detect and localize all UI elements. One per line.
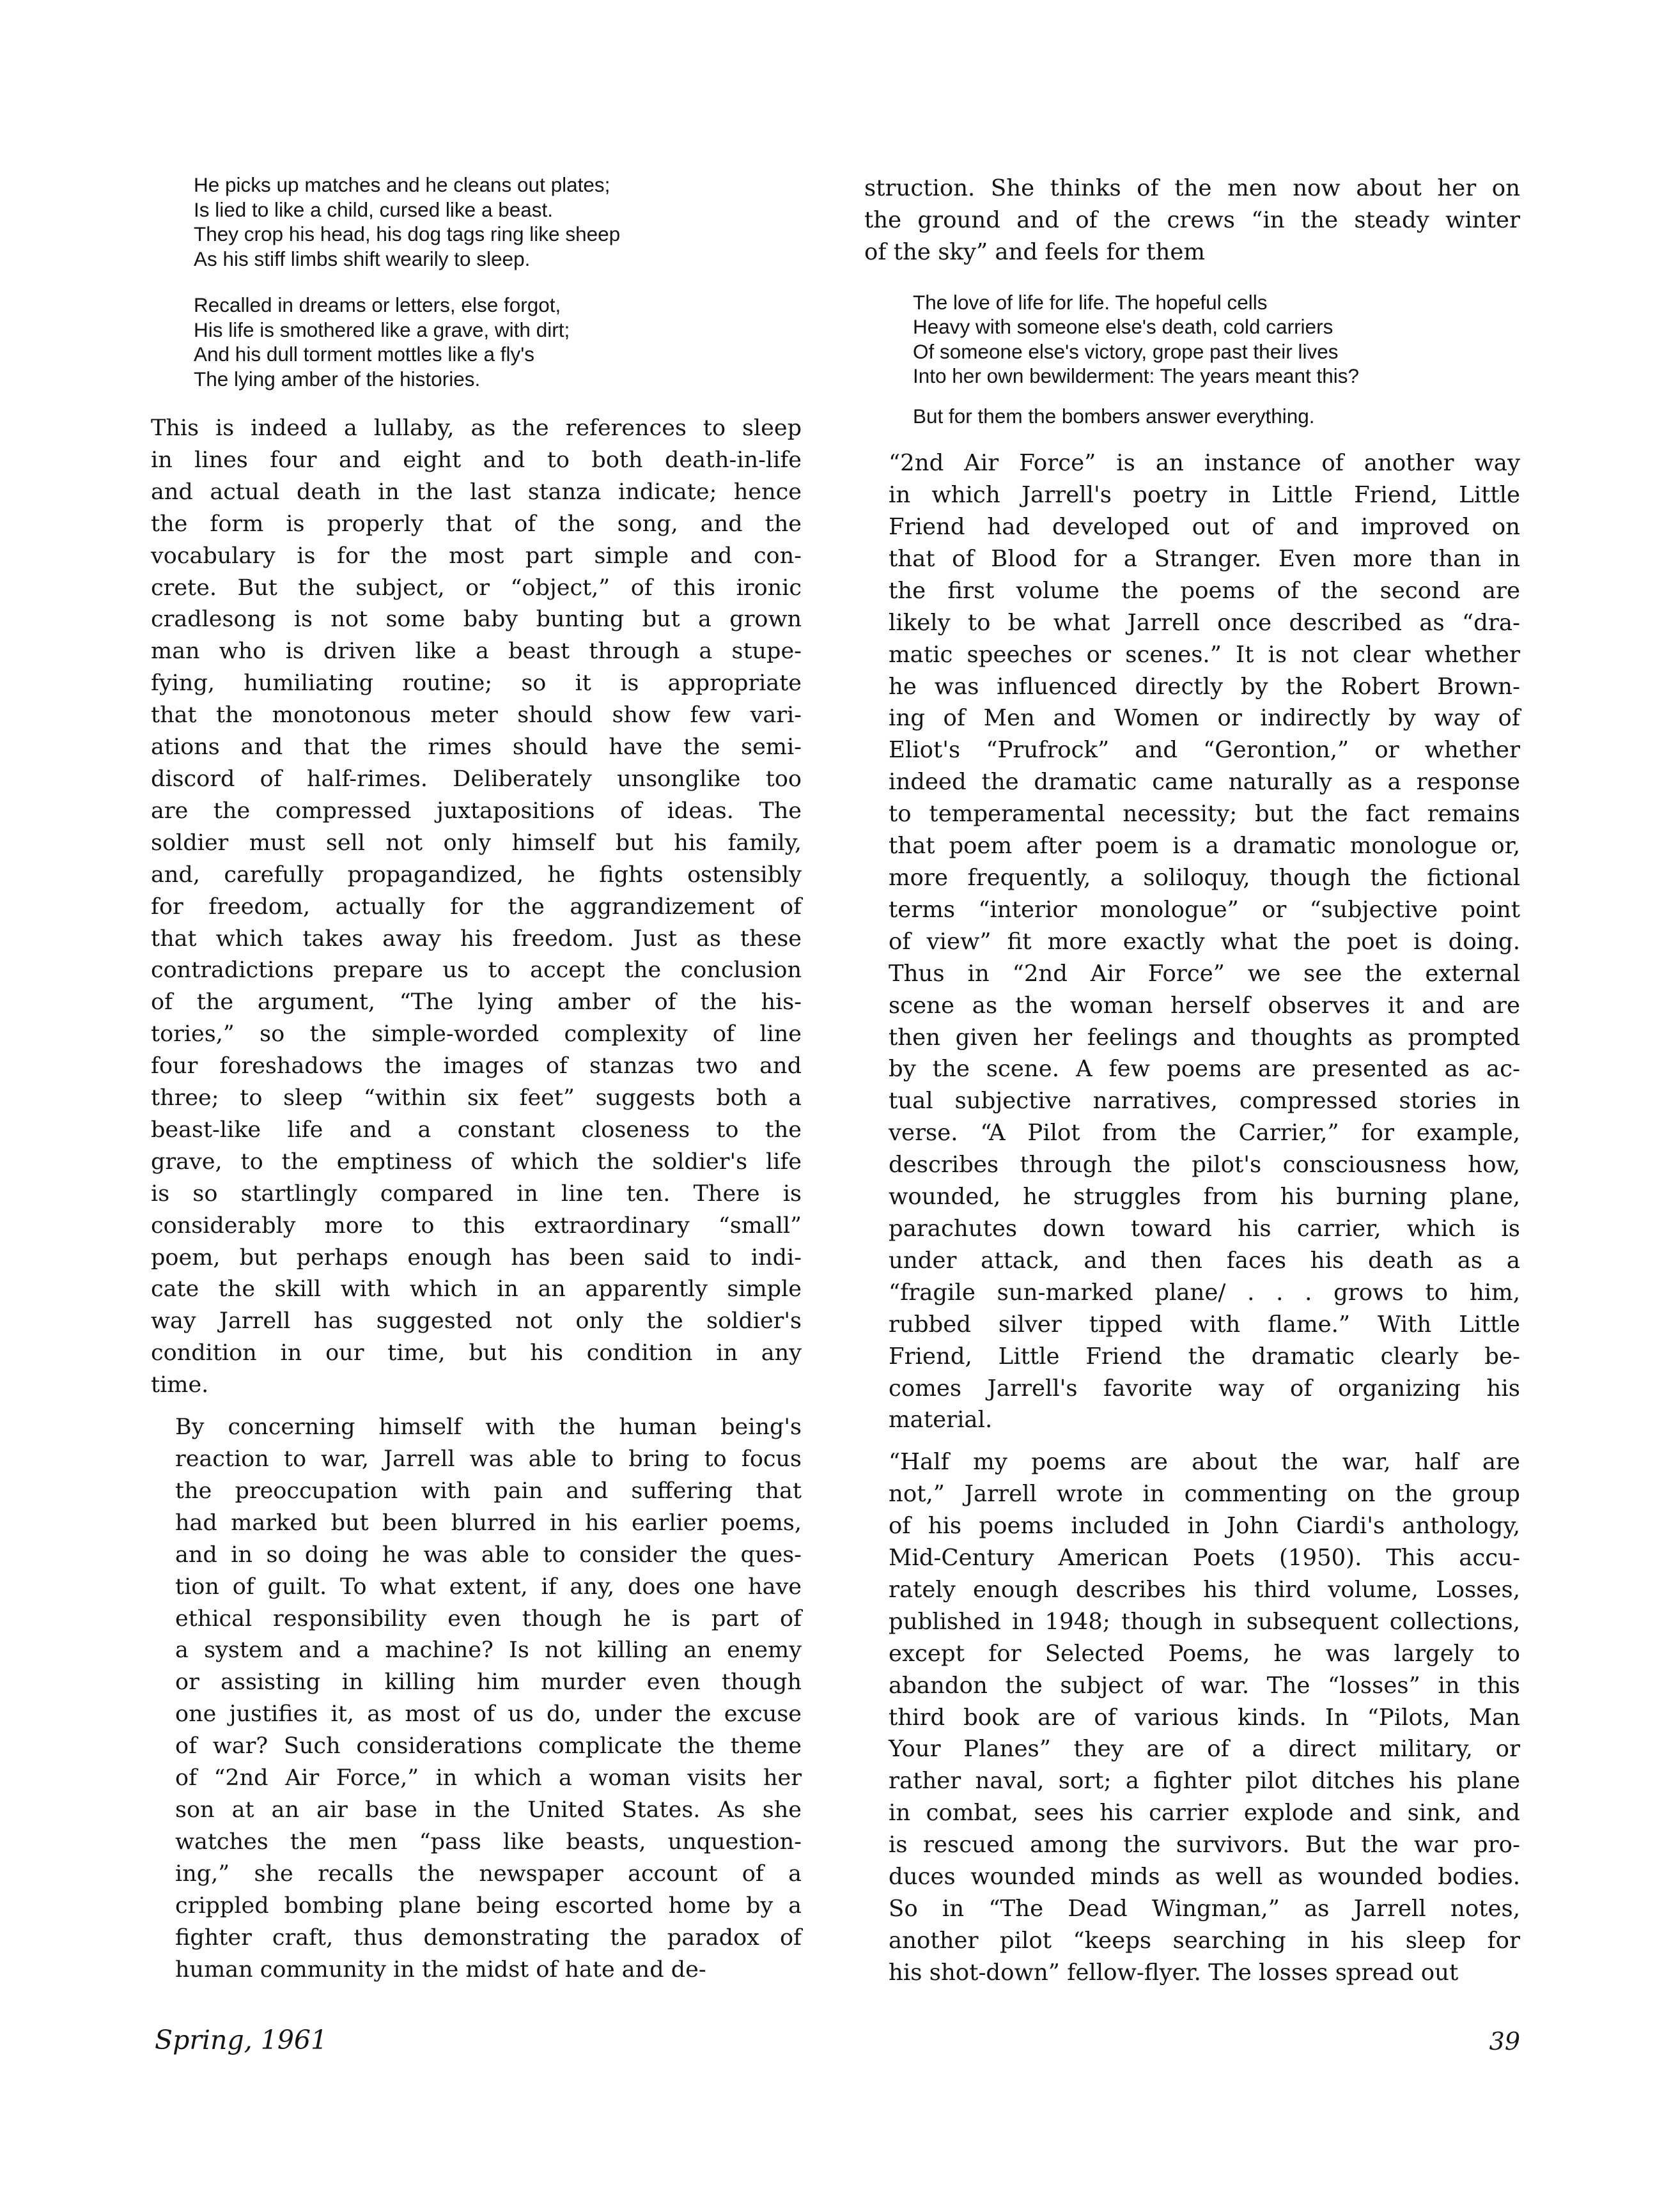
text-line: the preoccupation with pain and suffering that (175, 1478, 802, 1504)
text-line: verse. “A Pilot from the Carrier,” for example, (889, 1120, 1520, 1147)
right-column (864, 173, 1520, 1989)
paragraph-lullaby-analysis (151, 413, 802, 1402)
paragraph-guilt (151, 1412, 802, 1986)
text-line: struction. She thinks of the men now about her on (864, 175, 1520, 201)
text-line: contradictions prepare us to accept the conclusion (151, 957, 802, 984)
text-line: is rescued among the survivors. But the war pro- (889, 1832, 1520, 1859)
text-line: duces wounded minds as well as wounded bodies. (889, 1864, 1520, 1891)
text-line: crete. But the subject, or “object,” of this ironic (151, 575, 802, 601)
text-line: fighter craft, thus demonstrating the paradox of (175, 1924, 802, 1951)
text-line: four foreshadows the images of stanzas two and (151, 1053, 802, 1079)
text-line: are the compressed juxtapositions of ideas. The (151, 798, 802, 824)
text-line: ations and that the rimes should have the semi- (151, 734, 802, 761)
verse-line: And his dull torment mottles like a fly's (194, 343, 534, 366)
text-line: ethical responsibility even though he is part of (175, 1605, 802, 1632)
text-line: rately enough describes his third volume, Losses, (889, 1576, 1520, 1603)
poem-stanza-2 (194, 293, 802, 391)
body-text-right-top (864, 173, 1520, 268)
text-line: cradlesong is not some baby bunting but a grown (151, 607, 802, 633)
text-line: for freedom, actually for the aggrandizement of (151, 893, 802, 920)
text-line: to temperamental necessity; but the fact remains (889, 801, 1520, 828)
text-line: way Jarrell has suggested not only the soldier's (151, 1308, 802, 1334)
verse-line: The love of life for life. The hopeful cells (913, 290, 1268, 314)
text-line: fying, humiliating routine; so it is appropriate (151, 670, 802, 697)
text-line: Your Planes” they are of a direct military, or (889, 1736, 1520, 1763)
text-line: Mid-Century American Poets (1950). This accu- (889, 1545, 1520, 1572)
paragraph-losses (864, 1446, 1520, 1988)
text-line: of war? Such considerations complicate the theme (175, 1733, 802, 1760)
text-line: of “2nd Air Force,” in which a woman visits her (175, 1765, 802, 1791)
text-line: son at an air base in the United States. As she (175, 1797, 802, 1823)
text-line: condition in our time, but his condition in any (151, 1340, 802, 1366)
text-line: abandon the subject of war. The “losses” in this (889, 1672, 1520, 1699)
text-line: time. (151, 1372, 209, 1398)
text-line: is so startlingly compared in line ten. There is (151, 1180, 802, 1207)
text-line: rather naval, sort; a fighter pilot ditches his plane (889, 1768, 1520, 1795)
text-line: Thus in “2nd Air Force” we see the external (889, 960, 1520, 987)
text-line: ing of Men and Women or indirectly by way of (889, 705, 1520, 732)
text-line: that poem after poem is a dramatic monologue or, (889, 833, 1520, 860)
text-line: scene as the woman herself observes it and are (889, 992, 1520, 1019)
text-line: material. (889, 1407, 993, 1434)
body-text-left (151, 413, 802, 1986)
page-number: 39 (1489, 2027, 1520, 2055)
text-line: not,” Jarrell wrote in commenting on the group (889, 1481, 1520, 1508)
text-line: tories,” so the simple-worded complexity of line (151, 1021, 802, 1048)
text-line: or assisting in killing him murder even though (175, 1669, 802, 1696)
text-line: cate the skill with which in an apparently simple (151, 1276, 802, 1303)
text-line: describes through the pilot's consciousness how, (889, 1152, 1520, 1179)
text-line: published in 1948; though in subsequent collections, (889, 1608, 1520, 1635)
text-line: then given her feelings and thoughts as prompted (889, 1024, 1520, 1051)
text-line: This is indeed a lullaby, as the references to sleep (151, 415, 802, 441)
text-line: ing,” she recalls the newspaper account of a (175, 1860, 802, 1887)
text-line: third book are of various kinds. In “Pilots, Man (889, 1704, 1520, 1731)
text-line: wounded, he struggles from his burning plane, (889, 1184, 1520, 1210)
text-line: By concerning himself with the human being's (175, 1414, 802, 1441)
text-line: of view” fit more exactly what the poet is doing. (889, 928, 1520, 955)
text-line: of the sky” and feels for them (864, 238, 1206, 265)
verse-line: Recalled in dreams or letters, else forgot, (194, 293, 561, 316)
verse-line: Heavy with someone else's death, cold carriers (913, 315, 1333, 339)
text-line: So in “The Dead Wingman,” as Jarrell notes, (889, 1896, 1520, 1922)
text-line: likely to be what Jarrell once described as “dra- (889, 609, 1520, 636)
text-line: that the monotonous meter should show few vari- (151, 702, 802, 729)
text-line: man who is driven like a beast through a stupe- (151, 638, 802, 665)
left-column (151, 173, 802, 1986)
text-line: he was influenced directly by the Robert Brown- (889, 673, 1520, 700)
text-line: the form is properly that of the song, and the (151, 511, 802, 537)
text-line: beast-like life and a constant closeness to the (151, 1117, 802, 1143)
text-line: and actual death in the last stanza indicate; hence (151, 479, 802, 505)
text-line: by the scene. A few poems are presented as ac- (889, 1056, 1520, 1083)
text-line: terms “interior monologue” or “subjective point (889, 896, 1520, 923)
text-line: a system and a machine? Is not killing an enemy (175, 1637, 802, 1664)
verse-line: Is lied to like a child, cursed like a beast. (194, 197, 554, 221)
text-line: tion of guilt. To what extent, if any, does one have (175, 1574, 802, 1600)
text-line: that of Blood for a Stranger. Even more than in (889, 545, 1520, 572)
text-line: another pilot “keeps searching in his sleep for (889, 1927, 1520, 1954)
quoted-verse-2 (913, 404, 1520, 429)
text-line: Friend, Little Friend the dramatic clearly be- (889, 1343, 1520, 1370)
verse-line: His life is smothered like a grave, with dirt; (194, 318, 570, 341)
text-line: human community in the midst of hate and de- (175, 1956, 706, 1983)
text-line: watches the men “pass like beasts, unquestion- (175, 1829, 802, 1855)
text-line: had marked but been blurred in his earlier poems, (175, 1510, 802, 1536)
paragraph-dramatic-monologue (864, 447, 1520, 1436)
text-line: indeed the dramatic came naturally as a response (889, 769, 1520, 796)
quoted-verse-1 (913, 290, 1520, 389)
verse-line: Of someone else's victory, grope past their lives (913, 339, 1339, 363)
text-line: considerably more to this extraordinary “small” (151, 1212, 802, 1239)
text-line: the first volume the poems of the second are (889, 577, 1520, 604)
text-line: in which Jarrell's poetry in Little Friend, Little (889, 482, 1520, 509)
text-line: and in so doing he was able to consider the ques- (175, 1542, 802, 1568)
text-line: crippled bombing plane being escorted home by a (175, 1892, 802, 1919)
text-line: “2nd Air Force” is an instance of another way (889, 450, 1520, 477)
text-line: of the argument, “The lying amber of the his- (151, 989, 802, 1016)
text-line: tual subjective narratives, compressed stories in (889, 1088, 1520, 1115)
text-line: more frequently, a soliloquy, though the fictional (889, 865, 1520, 891)
verse-line: He picks up matches and he cleans out plates; (194, 173, 610, 196)
text-line: Friend had developed out of and improved on (889, 514, 1520, 541)
quoted-verse-line: But for them the bombers answer everything. (913, 404, 1315, 428)
text-line: that which takes away his freedom. Just as these (151, 925, 802, 952)
verse-line: Into her own bewilderment: The years meant this? (913, 364, 1360, 388)
footer-issue-date: Spring, 1961 (155, 2025, 328, 2055)
text-line: of his poems included in John Ciardi's anthology, (889, 1513, 1520, 1540)
text-line: three; to sleep “within six feet” suggests both a (151, 1085, 802, 1111)
text-line: reaction to war, Jarrell was able to bring to focus (175, 1446, 802, 1472)
text-line: rubbed silver tipped with flame.” With Little (889, 1311, 1520, 1338)
text-line: the ground and of the crews “in the steady winter (864, 206, 1520, 233)
text-line: vocabulary is for the most part simple and con- (151, 543, 802, 569)
text-line: under attack, and then faces his death as a (889, 1247, 1520, 1274)
text-line: comes Jarrell's favorite way of organizing his (889, 1375, 1520, 1402)
text-line: soldier must sell not only himself but his family, (151, 830, 802, 856)
text-line: one justifies it, as most of us do, under the excuse (175, 1701, 802, 1728)
text-line: in lines four and eight and to both death-in-life (151, 447, 802, 473)
text-line: “fragile sun-marked plane/ . . . grows to him, (889, 1279, 1520, 1306)
text-line: poem, but perhaps enough has been said to indi- (151, 1244, 802, 1271)
verse-line: They crop his head, his dog tags ring like sheep (194, 222, 621, 245)
text-line: his shot-down” fellow-flyer. The losses spread out (889, 1959, 1459, 1986)
text-line: matic speeches or scenes.” It is not clear whether (889, 641, 1520, 668)
poem-stanza-1 (194, 173, 802, 271)
text-line: except for Selected Poems, he was largely to (889, 1640, 1520, 1667)
text-line: and, carefully propagandized, he fights ostensibly (151, 862, 802, 888)
body-text-right (864, 447, 1520, 1989)
text-line: “Half my poems are about the war, half are (889, 1449, 1520, 1476)
paragraph-continuation (864, 173, 1520, 268)
text-line: discord of half-rimes. Deliberately unsonglike too (151, 766, 802, 792)
text-line: Eliot's “Prufrock” and “Gerontion,” or whether (889, 737, 1520, 764)
text-line: grave, to the emptiness of which the soldier's life (151, 1149, 802, 1175)
verse-line: The lying amber of the histories. (194, 367, 481, 391)
text-line: in combat, sees his carrier explode and sink, and (889, 1800, 1520, 1827)
text-line: parachutes down toward his carrier, which is (889, 1215, 1520, 1242)
verse-line: As his stiff limbs shift wearily to sleep. (194, 247, 531, 270)
